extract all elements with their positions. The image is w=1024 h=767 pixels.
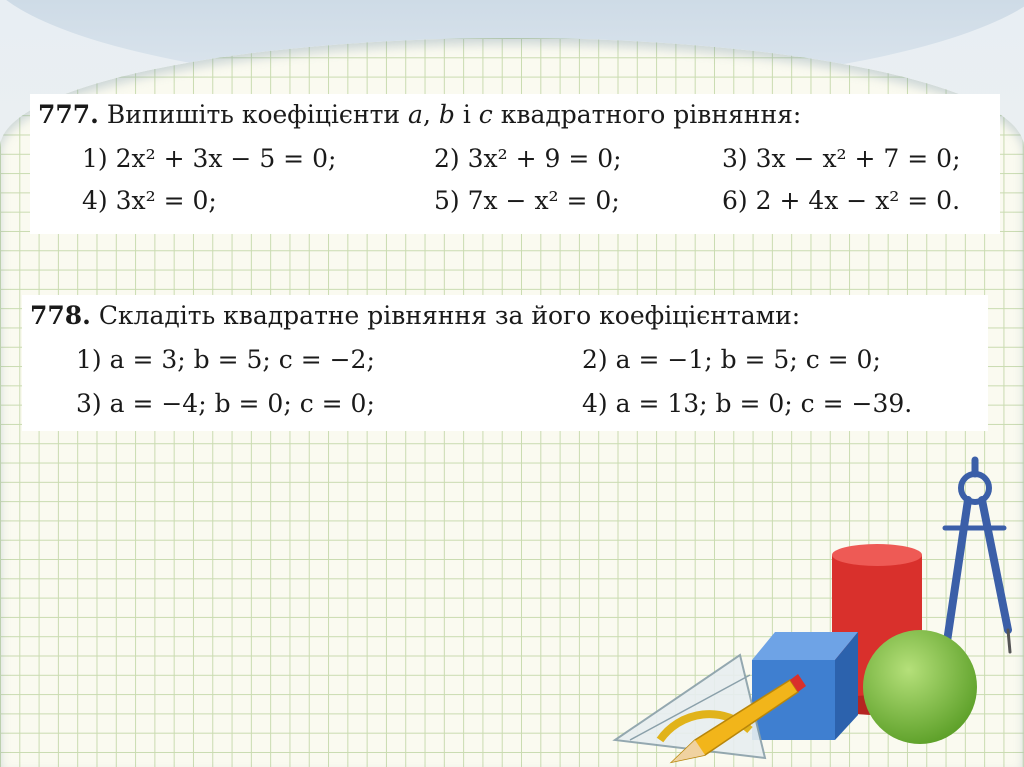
separator: , xyxy=(422,100,431,129)
coefficient-item: 4) a = 13; b = 0; c = −39. xyxy=(582,389,913,418)
conjunction: і xyxy=(462,100,471,129)
task-777-row-2 xyxy=(82,186,992,220)
equation-item: 2) 3x² + 9 = 0; xyxy=(434,144,622,173)
equation-item: 3) 3x − x² + 7 = 0; xyxy=(722,144,961,173)
sphere-icon xyxy=(863,630,977,744)
var-a: a xyxy=(408,100,423,129)
task-777-row-1 xyxy=(82,144,992,178)
equation-item: 5) 7x − x² = 0; xyxy=(434,186,620,215)
equation-item: 1) 2x² + 3x − 5 = 0; xyxy=(82,144,337,173)
task-778-box xyxy=(22,295,988,431)
task-777-heading xyxy=(38,100,801,129)
task-778-row-2 xyxy=(76,389,976,423)
coefficient-item: 2) a = −1; b = 5; c = 0; xyxy=(582,345,881,374)
coefficient-item: 1) a = 3; b = 5; c = −2; xyxy=(76,345,375,374)
geometry-clipart xyxy=(600,440,1024,767)
task-777-title-suffix: квадратного рівняння: xyxy=(500,100,802,129)
task-778-heading xyxy=(30,301,800,330)
protractor-icon xyxy=(615,655,765,758)
compass-icon xyxy=(945,460,1010,655)
task-778-title: Складіть квадратне рівняння за його коефіцієнтами: xyxy=(98,301,801,330)
task-777-title-prefix: Випишіть коефіцієнти xyxy=(106,100,401,129)
task-777-box xyxy=(30,94,1000,234)
var-c: c xyxy=(478,100,493,129)
equation-item: 6) 2 + 4x − x² = 0. xyxy=(722,186,961,215)
task-777-number: 777. xyxy=(38,100,99,129)
var-b: b xyxy=(438,100,455,129)
coefficient-item: 3) a = −4; b = 0; c = 0; xyxy=(76,389,375,418)
task-778-row-1 xyxy=(76,345,976,379)
task-778-number: 778. xyxy=(30,301,91,330)
equation-item: 4) 3x² = 0; xyxy=(82,186,217,215)
